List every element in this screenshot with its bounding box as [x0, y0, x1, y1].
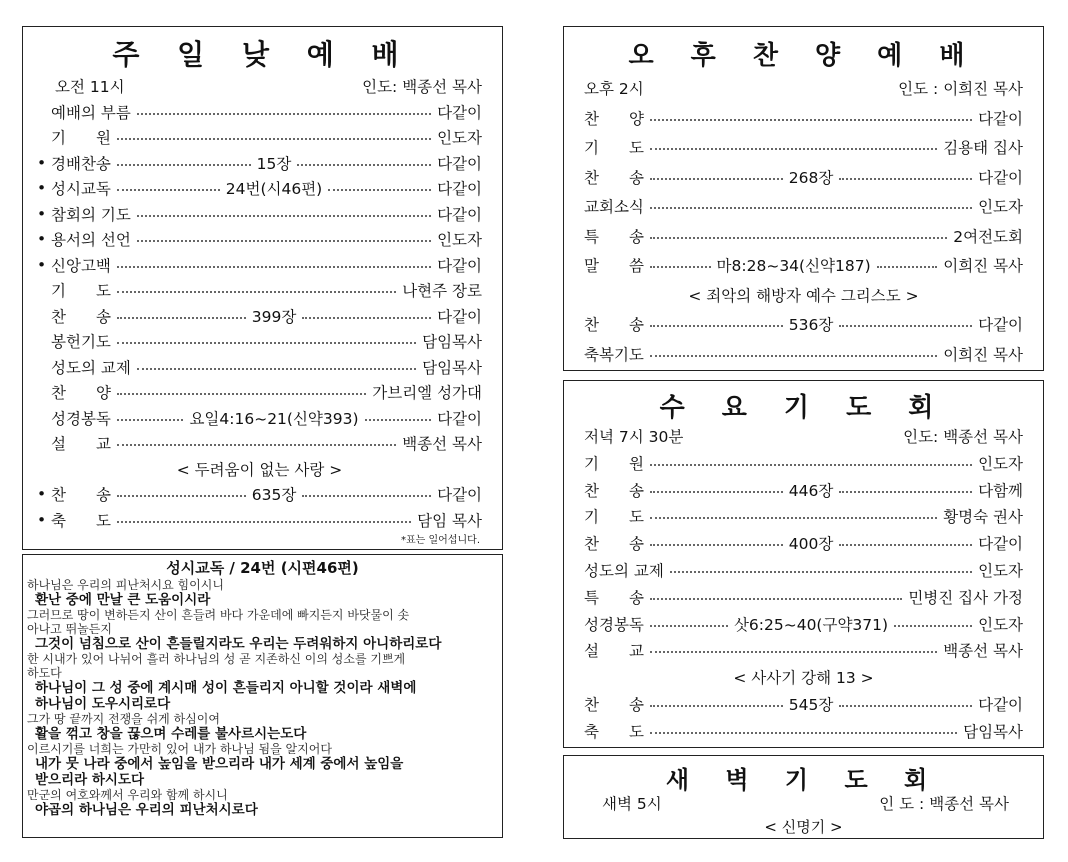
leader-dots: [117, 164, 251, 166]
leader-dots: [137, 113, 431, 115]
morning-service-title: 주 일 낮 예 배: [112, 38, 413, 71]
afternoon-leader: 인도 : 이희진 목사: [898, 80, 1023, 98]
leader-dots: [650, 491, 783, 493]
standing-marker: •: [37, 179, 47, 197]
program-item-person: 다같이: [437, 486, 483, 504]
program-row: [37, 201, 482, 227]
program-row: [37, 277, 482, 303]
program-item-person: 다같이: [978, 316, 1024, 334]
program-item-label: [584, 532, 644, 554]
program-item-detail: 399장: [251, 307, 297, 326]
standing-marker: •: [37, 204, 47, 223]
program-row: [37, 379, 482, 405]
dawn-service-box: [563, 755, 1044, 839]
congregation-response: 내가 뭇 나라 중에서 높임을 받으리라 내가 세계 중에서 높임을: [35, 756, 404, 772]
label-part: 송: [96, 486, 111, 504]
program-row: [584, 477, 1023, 503]
program-row: [37, 303, 482, 329]
program-row: [584, 164, 1023, 190]
program-item-label: [584, 505, 644, 527]
label-part: 송: [629, 481, 644, 500]
program-item-detail: 마8:28~34(신약187): [716, 257, 871, 275]
program-item-label: 용서의 선언: [51, 231, 131, 249]
label-part: 특: [584, 227, 599, 246]
program-item-person: 다같이: [437, 256, 482, 275]
leader-dots: [137, 368, 416, 370]
leader-reading: 하나님은 우리의 피난처시요 힘이시니: [27, 578, 224, 592]
label-part: 송: [629, 168, 644, 187]
program-item-label: [584, 452, 644, 474]
label-part: 송: [629, 316, 644, 334]
standing-note: *표는 일어섭니다.: [401, 535, 480, 546]
leader-dots: [117, 444, 396, 446]
program-item-person: 백종선 목사: [402, 435, 482, 453]
leader-dots: [650, 266, 711, 268]
label-part: 말: [584, 257, 599, 275]
leader-dots: [650, 355, 937, 357]
program-item-person: 담임목사: [963, 722, 1023, 741]
program-item-detail: 536장: [788, 316, 834, 334]
label-part: 찬: [51, 384, 66, 402]
morning-sermon-title: < 두려움이 없는 사랑 >: [176, 460, 343, 479]
program-item-detail: 요일4:16~21(신약393): [189, 409, 359, 428]
leader-dots: [328, 189, 431, 191]
standing-marker: •: [37, 485, 47, 503]
afternoon-service-title: 오 후 찬 양 예 배: [628, 41, 979, 71]
leader-dots: [650, 651, 937, 653]
program-row: [584, 252, 1023, 278]
label-part: 찬: [584, 535, 599, 554]
label-part: 기: [51, 282, 66, 300]
leader-dots: [839, 705, 972, 707]
program-row: [37, 124, 482, 150]
leader-dots: [302, 495, 431, 497]
program-item-person: 다같이: [437, 409, 483, 428]
program-row: [584, 637, 1023, 663]
congregation-response: 하나님이 도우시리로다: [35, 696, 171, 712]
wednesday-sermon-title: < 사사기 강해 13 >: [733, 669, 874, 688]
wednesday-time: 저녁 7시 30분: [584, 428, 684, 446]
program-item-label: [51, 432, 111, 454]
label-part: 찬: [51, 486, 66, 504]
program-row: [584, 584, 1023, 610]
program-row: [584, 341, 1023, 367]
program-item-person: 인도자: [978, 198, 1023, 216]
afternoon-sermon-title: < 죄악의 해방자 예수 그리스도 >: [688, 286, 919, 305]
program-item-label: 축복기도: [584, 345, 644, 364]
program-row: [584, 611, 1023, 637]
program-item-detail: 545장: [788, 696, 834, 714]
leader-dots: [117, 521, 411, 523]
wednesday-service-box: [563, 380, 1044, 748]
standing-marker: •: [37, 153, 47, 172]
label-part: 찬: [584, 696, 599, 714]
label-part: 원: [96, 129, 111, 147]
program-item-person: 인도자: [437, 231, 482, 249]
program-item-person: 인도자: [978, 615, 1024, 634]
standing-marker: •: [37, 230, 47, 248]
program-item-detail: 24번(시46편): [225, 180, 323, 198]
program-item-label: 경배찬송: [51, 154, 111, 173]
program-item-label: 성도의 교제: [51, 358, 131, 377]
program-row: [584, 557, 1023, 583]
program-item-label: [584, 586, 644, 608]
program-item-label: [584, 107, 644, 129]
leader-dots: [117, 138, 431, 140]
program-item-label: 성도의 교제: [584, 562, 664, 580]
program-row: [37, 252, 482, 278]
program-item-detail: 268장: [788, 168, 834, 187]
label-part: 교: [629, 642, 644, 661]
program-row: [37, 150, 482, 176]
program-item-person: 인도자: [978, 562, 1023, 580]
program-item-label: [584, 166, 644, 188]
program-item-person: 담임 목사: [417, 511, 482, 530]
label-part: 도: [629, 139, 644, 157]
program-row: [37, 99, 482, 125]
label-part: 기: [584, 139, 599, 157]
wednesday-program: [584, 423, 1023, 743]
leader-dots: [650, 705, 783, 707]
program-item-person: 나현주 장로: [402, 282, 482, 300]
program-row: [584, 691, 1023, 717]
program-row: [37, 430, 482, 456]
label-part: 찬: [584, 168, 599, 187]
scripture-title: 성시교독 / 24번 (시편46편): [166, 559, 359, 577]
leader-reading: 한 시내가 있어 나뉘어 흘러 하나님의 성 곧 지존하신 이의 성소를 기쁘게: [27, 652, 406, 666]
program-item-person: 인도자: [978, 454, 1023, 473]
wednesday-leader: 인도: 백종선 목사: [903, 428, 1023, 446]
program-item-detail: 15장: [256, 154, 292, 173]
program-item-label: [51, 509, 111, 531]
dawn-sermon-title: < 신명기 >: [764, 818, 843, 836]
label-part: 송: [629, 588, 644, 607]
program-item-person: 다같이: [437, 307, 483, 326]
label-part: 교: [96, 435, 111, 453]
program-item-label: 성경봉독: [51, 409, 111, 428]
program-row: [584, 718, 1023, 744]
program-item-label: [584, 313, 644, 335]
leader-dots: [117, 266, 431, 268]
congregation-response: 하나님이 그 성 중에 계시매 성이 흔들리지 아니할 것이라 새벽에: [35, 680, 417, 696]
morning-header-row: [37, 73, 482, 99]
leader-reading: 하도다: [27, 666, 62, 680]
program-item-person: 다같이: [978, 535, 1024, 554]
program-item-label: 봉헌기도: [51, 333, 111, 351]
label-part: 송: [629, 535, 644, 554]
program-row: [584, 503, 1023, 529]
program-item-person: 가브리엘 성가대: [372, 384, 482, 402]
label-part: 축: [51, 511, 66, 530]
program-row: [37, 481, 482, 507]
program-item-detail: 400장: [788, 535, 834, 554]
leader-reading: 그가 땅 끝까지 전쟁을 쉬게 하심이여: [27, 712, 220, 726]
program-item-person: 민병진 집사 가정: [908, 588, 1023, 607]
afternoon-program: [584, 75, 1023, 365]
program-item-label: 성시교독: [51, 180, 111, 198]
congregation-response: 야곱의 하나님은 우리의 피난처시로다: [35, 802, 258, 818]
leader-reading: 아나고 뛰놀든지: [27, 622, 112, 636]
program-item-person: 이희진 목사: [943, 345, 1023, 364]
leader-dots: [650, 237, 947, 239]
program-row: [584, 134, 1023, 160]
leader-dots: [839, 544, 972, 546]
program-row: [584, 450, 1023, 476]
leader-dots: [839, 491, 972, 493]
leader-dots: [650, 207, 972, 209]
label-part: 양: [629, 109, 644, 128]
program-item-person: 2여전도회: [953, 227, 1023, 246]
leader-reading: 이르시기를 너희는 가만히 있어 내가 하나님 됨을 알지어다: [27, 742, 332, 756]
program-item-person: 다같이: [437, 205, 482, 224]
program-row: [584, 223, 1023, 249]
program-item-label: [51, 279, 111, 301]
program-row: [37, 507, 482, 533]
program-item-person: 다같이: [978, 109, 1023, 128]
leader-dots: [365, 419, 432, 421]
program-item-label: 참회의 기도: [51, 205, 131, 224]
dawn-service-title: 새 벽 기 도 회: [665, 766, 942, 794]
program-row: [37, 328, 482, 354]
congregation-response: 환난 중에 만날 큰 도움이시라: [35, 592, 211, 608]
program-item-person: 인도자: [437, 129, 482, 147]
program-item-label: 신앙고백: [51, 256, 111, 275]
label-part: 특: [584, 588, 599, 607]
scripture-reading-box: [22, 554, 503, 838]
leader-dots: [877, 266, 938, 268]
program-item-detail: 삿6:25~40(구약371): [733, 615, 889, 634]
program-row: [37, 226, 482, 252]
leader-dots: [670, 571, 972, 573]
label-part: 찬: [51, 307, 66, 326]
leader-dots: [650, 119, 972, 121]
morning-service-box: [22, 26, 503, 550]
program-item-person: 다함께: [978, 481, 1024, 500]
program-item-label: [584, 479, 644, 501]
program-item-label: [584, 254, 644, 276]
label-part: 찬: [584, 481, 599, 500]
program-item-person: 담임목사: [422, 333, 482, 351]
program-item-label: [584, 693, 644, 715]
label-part: 송: [96, 307, 111, 326]
program-item-label: [51, 305, 111, 327]
congregation-response: 그것이 넘침으로 산이 흔들릴지라도 우리는 두려워하지 아니하리로다: [35, 636, 442, 652]
label-part: 도: [629, 508, 644, 527]
label-part: 기: [51, 129, 66, 147]
program-item-person: 다같이: [437, 103, 482, 122]
program-row: [37, 354, 482, 380]
leader-dots: [650, 732, 957, 734]
leader-dots: [650, 464, 972, 466]
afternoon-service-box: [563, 26, 1044, 371]
program-item-person: 다같이: [978, 696, 1024, 714]
program-item-person: 황명숙 권사: [943, 508, 1023, 527]
program-row: [584, 530, 1023, 556]
leader-dots: [117, 189, 220, 191]
program-row: [584, 105, 1023, 131]
dawn-leader: 인 도 : 백종선 목사: [879, 795, 1009, 813]
program-item-detail: 635장: [251, 486, 297, 504]
leader-dots: [839, 325, 972, 327]
leader-dots: [297, 164, 431, 166]
program-item-label: [584, 720, 644, 742]
program-row: [584, 311, 1023, 337]
leader-dots: [117, 419, 184, 421]
label-part: 원: [629, 454, 644, 473]
leader-reading: 만군의 여호와께서 우리와 함께 하시니: [27, 788, 228, 802]
leader-dots: [117, 342, 416, 344]
program-item-label: [51, 483, 111, 505]
standing-marker: •: [37, 510, 47, 529]
morning-program: [37, 73, 482, 543]
label-part: 설: [51, 435, 66, 453]
program-item-label: [584, 136, 644, 158]
program-item-person: 이희진 목사: [943, 257, 1024, 275]
program-item-label: 성경봉독: [584, 615, 644, 634]
leader-dots: [650, 148, 937, 150]
dawn-time: 새벽 5시: [602, 795, 662, 813]
program-item-person: 담임목사: [422, 358, 482, 377]
leader-dots: [117, 291, 396, 293]
wednesday-header-row: [584, 423, 1023, 449]
program-item-person: 다같이: [437, 154, 482, 173]
label-part: 송: [629, 227, 644, 246]
leader-dots: [650, 517, 937, 519]
label-part: 찬: [584, 316, 599, 334]
program-item-label: [51, 381, 111, 403]
wednesday-service-title: 수 요 기 도 회: [659, 393, 948, 423]
leader-dots: [302, 317, 431, 319]
label-part: 양: [96, 384, 111, 402]
leader-dots: [137, 215, 431, 217]
congregation-response: 받으리라 하시도다: [35, 772, 145, 788]
leader-dots: [894, 625, 972, 627]
program-item-person: 백종선 목사: [943, 642, 1023, 661]
label-part: 씀: [629, 257, 644, 275]
leader-dots: [137, 240, 431, 242]
program-item-label: [584, 639, 644, 661]
afternoon-time: 오후 2시: [584, 80, 644, 98]
program-item-person: 김용태 집사: [943, 139, 1023, 157]
leader-dots: [650, 625, 728, 627]
label-part: 설: [584, 642, 599, 661]
leader-dots: [117, 393, 366, 395]
label-part: 찬: [584, 109, 599, 128]
leader-reading: 그러므로 땅이 변하든지 산이 흔들려 바다 가운데에 빠지든지 바닷물이 솟: [27, 608, 410, 622]
program-item-label: 교회소식: [584, 198, 644, 216]
leader-dots: [839, 178, 972, 180]
label-part: 도: [96, 282, 111, 300]
morning-leader: 인도: 백종선 목사: [362, 78, 482, 96]
scripture-text: [23, 578, 502, 818]
leader-dots: [117, 317, 246, 319]
program-item-detail: 446장: [788, 481, 834, 500]
leader-dots: [650, 325, 783, 327]
leader-dots: [650, 598, 902, 600]
label-part: 축: [584, 722, 599, 741]
standing-marker: •: [37, 255, 47, 274]
program-row: [37, 175, 482, 201]
program-row: [584, 193, 1023, 219]
program-item-person: 다같이: [978, 168, 1024, 187]
program-item-person: 다같이: [437, 180, 483, 198]
label-part: 도: [96, 511, 111, 530]
label-part: 기: [584, 454, 599, 473]
leader-dots: [117, 495, 246, 497]
leader-dots: [650, 544, 783, 546]
morning-time: 오전 11시: [55, 78, 125, 96]
label-part: 도: [629, 722, 644, 741]
leader-dots: [650, 178, 783, 180]
program-item-label: 예배의 부름: [51, 103, 131, 122]
program-row: [37, 405, 482, 431]
afternoon-header-row: [584, 75, 1023, 101]
label-part: 기: [584, 508, 599, 527]
program-item-label: [51, 126, 111, 148]
label-part: 송: [629, 696, 644, 714]
congregation-response: 활을 꺾고 창을 끊으며 수레를 불사르시는도다: [35, 726, 307, 742]
program-item-label: [584, 225, 644, 247]
